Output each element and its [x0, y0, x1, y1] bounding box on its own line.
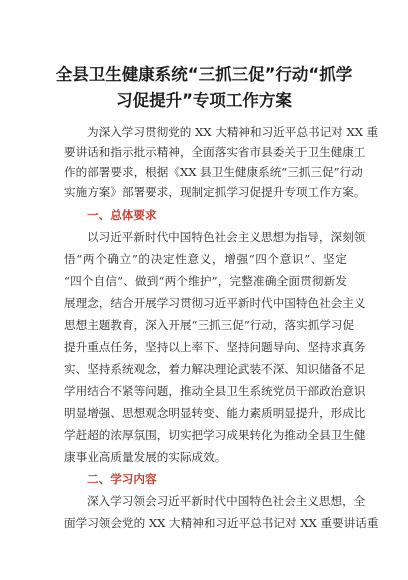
section1-line-6: 提升重点任务，坚持以上率下、坚持问题导向、坚持求真务 — [64, 340, 366, 354]
section1-line-11: 康事业高质量发展的实际成效。 — [64, 450, 227, 464]
intro-line-1: 为深入学习贯彻党的 XX 大精神和习近平总书记对 XX 重 — [87, 125, 379, 139]
section1-line-9: 明显增强、思想观念明显转变、能力素质明显提升，形成比 — [64, 406, 366, 420]
section-heading-study-content: 二、学习内容 — [87, 472, 157, 486]
intro-line-4: 实施方案》部署要求，现制定抓学习促提升专项工作方案。 — [64, 185, 366, 199]
section2-line-2: 面学习领会党的 XX 大精神和习近平总书记对 XX 重要讲话重 — [64, 516, 379, 530]
section1-line-10: 学赶超的浓厚氛围，切实把学习成果转化为推动全县卫生健 — [64, 428, 366, 442]
intro-line-2: 要讲话和指示批示精神，全面落实省市县委关于卫生健康工 — [64, 145, 366, 159]
section1-line-3: “四个自信”、做到“两个维护”，完整准确全面贯彻新发 — [64, 274, 347, 288]
section1-line-4: 展理念，结合开展学习贯彻习近平新时代中国特色社会主义 — [64, 296, 366, 310]
section1-line-2: 悟“两个确立”的决定性意义，增强“四个意识”、坚定 — [64, 252, 347, 266]
section1-line-7: 实、坚持系统观念，着力解决理论武装不深、知识储备不足 — [64, 362, 366, 376]
section1-line-1: 以习近平新时代中国特色社会主义思想为指导，深刻领 — [87, 230, 366, 244]
document-title-line-1: 全县卫生健康系统“三抓三促”行动“抓学 — [55, 65, 353, 84]
section-heading-general-requirements: 一、总体要求 — [87, 208, 157, 222]
section1-line-5: 思想主题教育，深入开展“三抓三促”行动，落实抓学习促 — [64, 318, 355, 332]
document-title-line-2: 习促提升”专项工作方案 — [116, 91, 292, 110]
section2-line-1: 深入学习领会习近平新时代中国特色社会主义思想，全 — [87, 494, 366, 508]
section1-line-8: 学用结合不紧等问题，推动全县卫生系统党员干部政治意识 — [64, 384, 366, 398]
intro-line-3: 作的部署要求，根据《XX 县卫生健康系统“三抓三促”行动 — [64, 165, 363, 179]
